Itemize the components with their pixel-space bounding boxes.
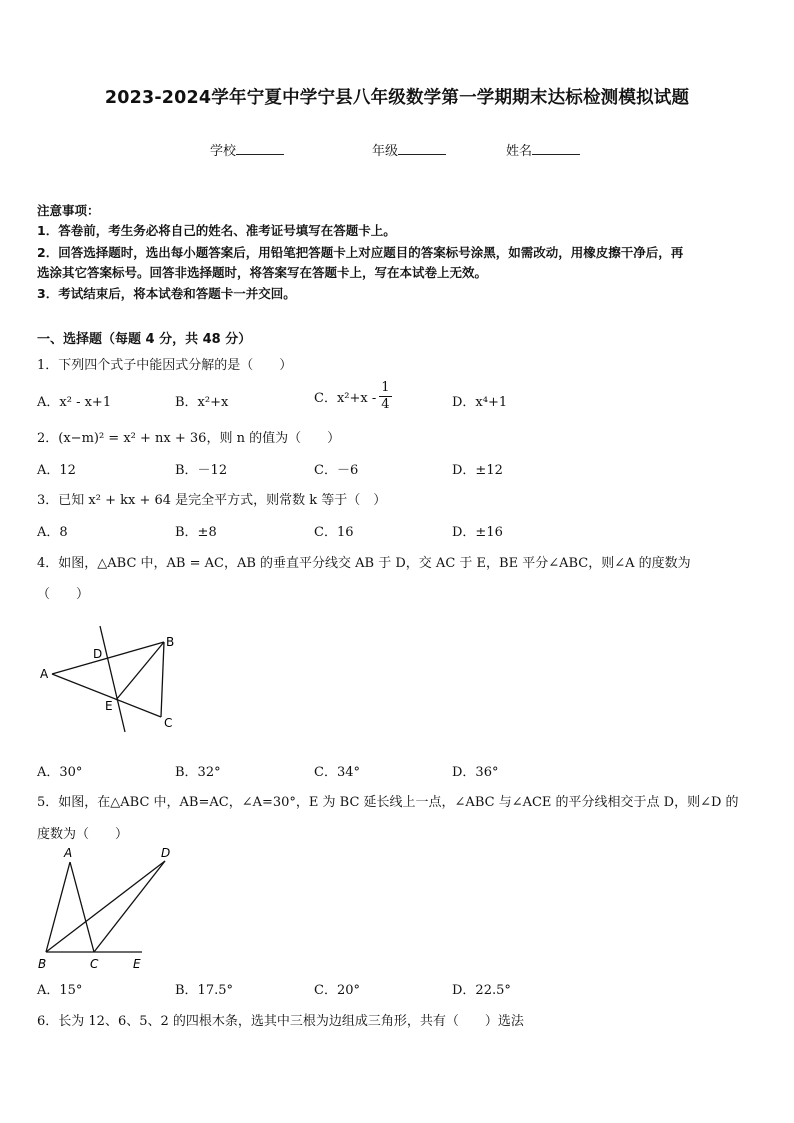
- perpendicular-bisector-line: [100, 626, 125, 732]
- q1-option-d: D．x⁴+1: [452, 395, 508, 410]
- q1-option-a: A．x² - x+1: [37, 395, 112, 410]
- question-1-stem: 1．下列四个式子中能因式分解的是（ ）: [37, 358, 293, 373]
- label-e: E: [105, 699, 113, 713]
- question-4-figure: [36, 622, 206, 737]
- label-d: D: [93, 647, 103, 661]
- fraction: [379, 380, 391, 413]
- grade-blank: [398, 142, 446, 155]
- segment-ac: [70, 862, 94, 952]
- question-4-stem: 4．如图，△ABC 中，AB = AC，AB 的垂直平分线交 AB 于 D，交 AC 于 E，BE 平分∠ABC，则∠A 的度数为: [37, 556, 691, 571]
- label-c: C: [90, 957, 99, 971]
- q3-option-d: D．±16: [452, 525, 503, 540]
- question-5-stem: 5．如图，在△ABC 中，AB=AC，∠A=30°，E 为 BC 延长线上一点，∠ABC 与∠ACE 的平分线相交于点 D，则∠D 的: [37, 795, 739, 810]
- grade-label: 年级: [372, 144, 399, 159]
- fraction-denominator: 4: [381, 397, 390, 412]
- q4-option-d: D．36°: [452, 765, 499, 780]
- fraction-numerator: 1: [381, 380, 390, 395]
- q4-option-a: A．30°: [37, 765, 83, 780]
- q1-option-c: [314, 380, 392, 413]
- question-2-stem: 2．(x−m)² = x² + nx + 36，则 n 的值为（ ）: [37, 431, 341, 446]
- notice-item: 2．回答选择题时，选出每小题答案后，用铅笔把答题卡上对应题目的答案标号涂黑，如需改动，用橡皮擦干净后，再: [37, 245, 684, 260]
- segment-be: [116, 642, 164, 700]
- question-5-stem-cont: 度数为（ ）: [37, 827, 129, 842]
- q3-option-c: C．16: [314, 525, 354, 540]
- notice-heading: 注意事项：: [37, 203, 100, 218]
- exam-title: 2023-2024学年宁夏中学宁县八年级数学第一学期期末达标检测模拟试题: [104, 88, 690, 108]
- question-3-stem: 3．已知 x² + kx + 64 是完全平方式，则常数 k 等于（ ）: [37, 493, 387, 508]
- label-c: C: [164, 716, 173, 730]
- q2-option-a: A．12: [37, 463, 76, 478]
- label-d: D: [161, 846, 171, 860]
- question-5-figure: [32, 844, 182, 972]
- q2-option-c: C．－6: [314, 463, 359, 478]
- school-field: [210, 140, 284, 159]
- label-a: A: [40, 667, 49, 681]
- segment-bd: [46, 861, 165, 952]
- label-a: A: [64, 846, 73, 860]
- name-blank: [532, 142, 580, 155]
- name-label: 姓名: [506, 144, 533, 159]
- school-label: 学校: [210, 144, 237, 159]
- q4-option-b: B．32°: [175, 765, 221, 780]
- notice-item: 3．考试结束后，将本试卷和答题卡一并交回。: [37, 286, 296, 301]
- q1-option-b: B．x²+x: [175, 395, 229, 410]
- q3-option-a: A．8: [37, 525, 68, 540]
- school-blank: [236, 142, 284, 155]
- section-heading: 一、选择题（每题 4 分，共 48 分）: [37, 332, 252, 347]
- notice-item: 1．答卷前，考生务必将自己的姓名、准考证号填写在答题卡上。: [37, 223, 396, 238]
- segment-ab: [46, 862, 70, 952]
- q1-option-c-text: C．x²+x -: [314, 391, 377, 406]
- q5-option-b: B．17.5°: [175, 983, 233, 998]
- question-6-stem: 6．长为 12、6、5、2 的四根木条，选其中三根为边组成三角形，共有（ ）选法: [37, 1014, 524, 1029]
- notice-item: 选涂其它答案标号。回答非选择题时，将答案写在答题卡上，写在本试卷上无效。: [37, 265, 488, 280]
- name-field: [506, 140, 580, 159]
- q2-option-d: D．±12: [452, 463, 503, 478]
- label-e: E: [133, 957, 141, 971]
- grade-field: [372, 140, 446, 159]
- q5-option-a: A．15°: [37, 983, 83, 998]
- label-b: B: [166, 635, 175, 649]
- q5-option-c: C．20°: [314, 983, 360, 998]
- segment-bc: [161, 642, 164, 717]
- q3-option-b: B．±8: [175, 525, 217, 540]
- q2-option-b: B．－12: [175, 463, 228, 478]
- label-b: B: [38, 957, 47, 971]
- question-4-stem-cont: （ ）: [37, 587, 90, 602]
- q5-option-d: D．22.5°: [452, 983, 511, 998]
- q4-option-c: C．34°: [314, 765, 360, 780]
- segment-ab: [52, 642, 164, 674]
